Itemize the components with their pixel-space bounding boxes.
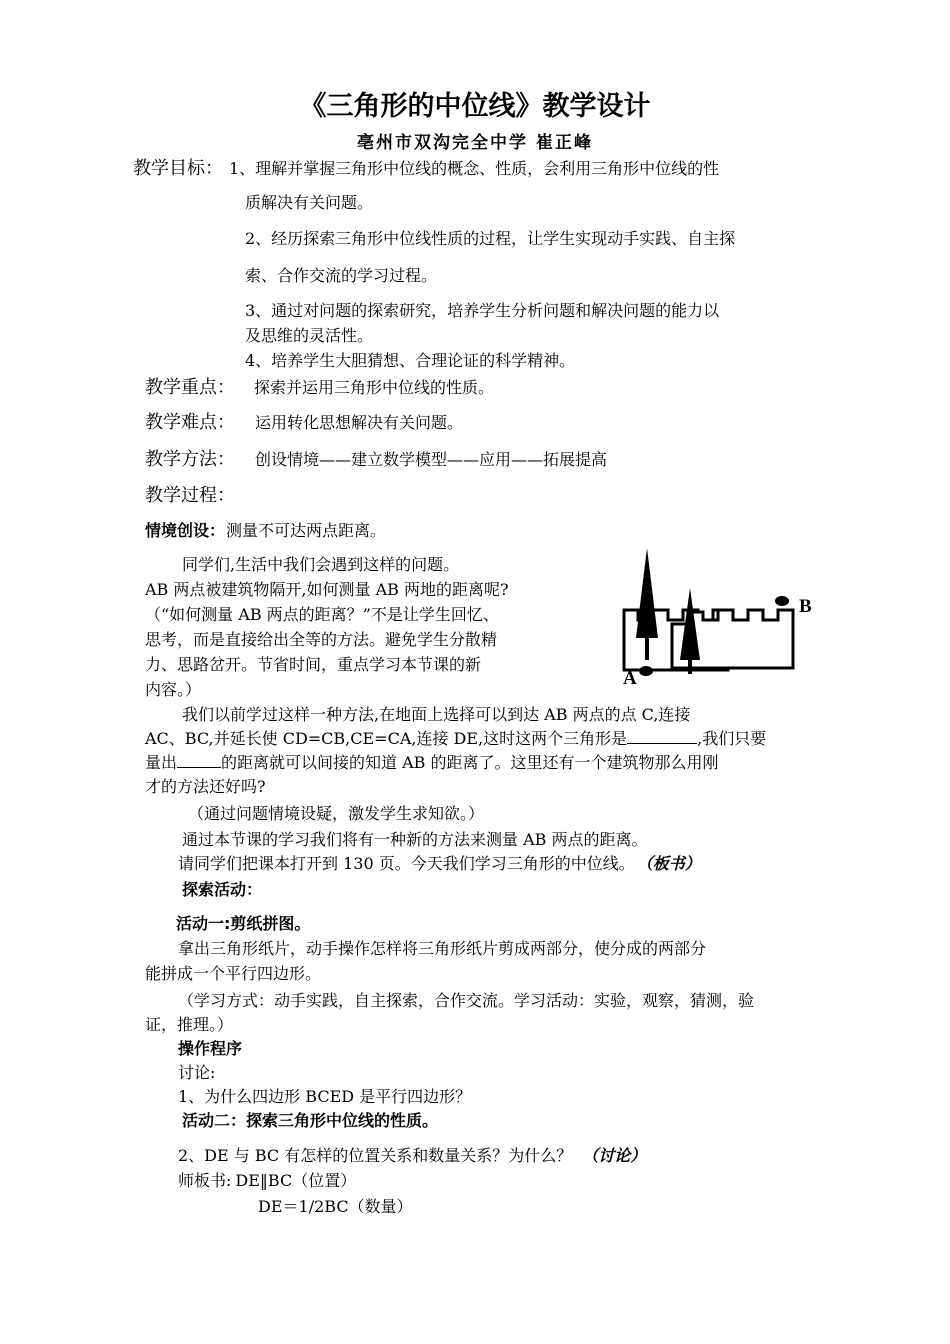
answer-blank[interactable] <box>177 753 221 768</box>
scenario-label: 情境创设： <box>145 521 226 540</box>
page-title: 《三角形的中位线》教学设计 <box>299 91 651 122</box>
objectives-label: 教学目标： <box>133 158 223 179</box>
intro-line: 思考，而是直接给出全等的方法。避免学生分散精 <box>145 630 498 649</box>
key-point-text: 探索并运用三角形中位线的性质。 <box>254 378 495 397</box>
para-line: AC、BC,并延长使 CD=CB,CE=CA,连接 DE,这时这两个三角形是 ,我们只要 <box>145 729 767 748</box>
para-line: 量出 的距离就可以间接的知道 AB 的距离了。这里还有一个建筑物那么用刚 <box>145 753 719 772</box>
activity1-line: 能拼成一个平行四边形。 <box>145 964 322 983</box>
question-1: 1、为什么四边形 BCED 是平行四边形？ <box>178 1087 472 1106</box>
difficulty-text: 运用转化思想解决有关问题。 <box>255 413 464 432</box>
difficulty-label: 教学难点： <box>145 412 235 433</box>
board-label: 师板书: <box>178 1171 232 1190</box>
answer-blank[interactable] <box>627 729 697 744</box>
objective-line: 2、经历探索三角形中位线性质的过程，让学生实现动手实践、自主探 <box>245 229 736 248</box>
activity1-line: （学习方式：动手实践，自主探索，合作交流。学习活动：实验，观察，猜测，验 <box>178 991 755 1010</box>
activity1-line: 证，推理。） <box>145 1015 234 1034</box>
activity1-title: 活动一:剪纸拼图。 <box>176 914 311 933</box>
scenario-text: 测量不可达两点距离。 <box>226 521 387 540</box>
objective-line: 3、通过对问题的探索研究，培养学生分析问题和解决问题的能力以 <box>245 301 720 320</box>
intro-line: AB 两点被建筑物隔开,如何测量 AB 两地的距离呢? <box>145 580 509 599</box>
point-a-label: A <box>623 668 637 689</box>
objective-line: 索、合作交流的学习过程。 <box>245 266 438 285</box>
key-point-label: 教学重点： <box>145 377 235 398</box>
intro-line: （“如何测量 AB 两点的距离？”不是让学生回忆、 <box>145 605 499 624</box>
explore-label: 探索活动： <box>182 880 263 899</box>
activity2-title: 活动二：探索三角形中位线的性质。 <box>182 1111 439 1130</box>
building-figure <box>610 540 830 695</box>
point-b-label: B <box>799 596 812 617</box>
objective-line: 及思维的灵活性。 <box>245 326 374 345</box>
author-line: 亳州市双沟完全中学 崔正峰 <box>357 133 593 153</box>
note-question: （通过问题情境设疑，激发学生求知欲。） <box>188 804 485 823</box>
board-line: 师板书: DE‖BC（位置） <box>178 1171 357 1190</box>
para-line: 我们以前学过这样一种方法,在地面上选择可以到达 AB 两点的点 C,连接 <box>182 705 691 724</box>
open-book-line: 请同学们把课本打开到 130 页。今天我们学习三角形的中位线。 （板书） <box>178 854 701 873</box>
objective-line: 质解决有关问题。 <box>245 193 374 212</box>
tree-shape <box>636 548 658 638</box>
intro-line: 内容。） <box>145 680 202 699</box>
discussion-label: 讨论: <box>178 1063 216 1082</box>
method-label: 教学方法： <box>145 449 235 470</box>
tree-trunk <box>688 658 692 674</box>
point-b-marker <box>775 596 789 606</box>
process-label: 教学过程： <box>145 485 235 506</box>
para-line: 才的方法还好吗? <box>145 777 266 796</box>
intro-line: 力、思路岔开。节省时间，重点学习本节课的新 <box>145 655 482 674</box>
new-method-line: 通过本节课的学习我们将有一种新的方法来测量 AB 两点的距离。 <box>182 830 648 849</box>
board-note: （板书） <box>644 854 701 873</box>
discussion-note: （讨论） <box>582 1146 647 1165</box>
objective-line: 1、理解并掌握三角形中位线的概念、性质，会利用三角形中位线的性 <box>229 159 720 178</box>
question-2: 2、DE 与 BC 有怎样的位置关系和数量关系？为什么？ （讨论） <box>178 1146 647 1165</box>
intro-line: 同学们,生活中我们会遇到这样的问题。 <box>182 555 460 574</box>
tree-trunk <box>645 636 649 660</box>
activity1-line: 拿出三角形纸片，动手操作怎样将三角形纸片剪成两部分，使分成的两部分 <box>178 939 707 958</box>
point-a-marker <box>639 666 653 676</box>
method-text: 创设情境——建立数学模型——应用——拓展提高 <box>255 450 608 469</box>
objective-line: 4、培养学生大胆猜想、合理论证的科学精神。 <box>245 351 576 370</box>
board-line: DE＝1/2BC（数量） <box>258 1197 413 1216</box>
procedure-label: 操作程序 <box>178 1039 243 1058</box>
